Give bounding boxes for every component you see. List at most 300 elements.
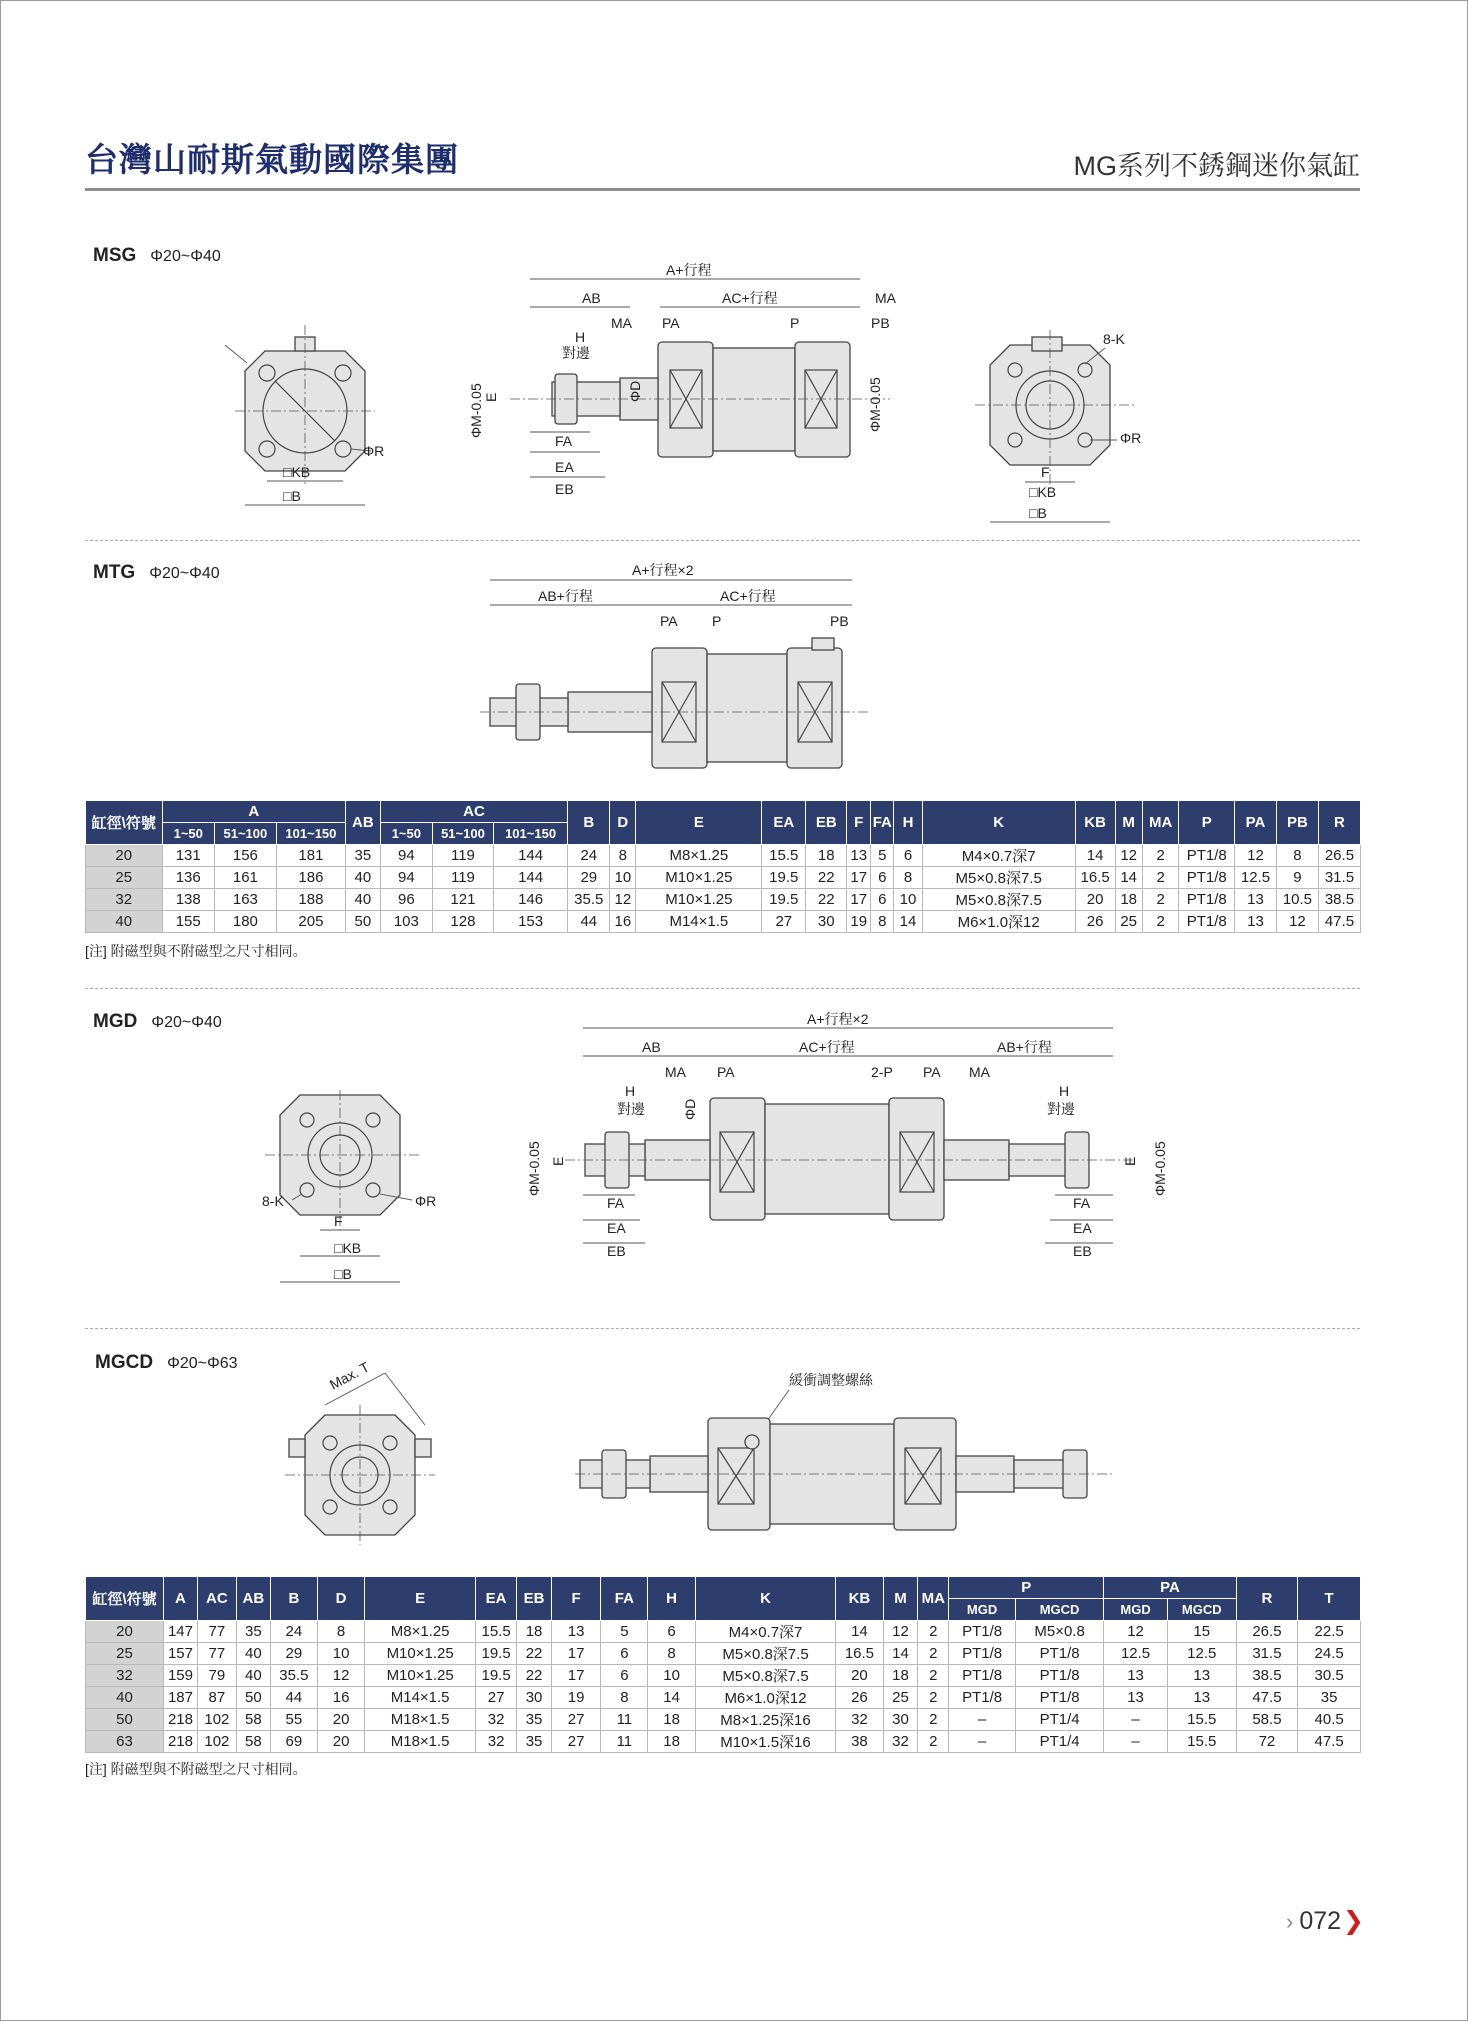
table-cell: M4×0.7深7 xyxy=(922,845,1075,867)
table-cell: M6×1.0深12 xyxy=(695,1687,836,1709)
table-cell: 12 xyxy=(1235,845,1277,867)
table-cell: 10.5 xyxy=(1276,889,1318,911)
table-cell: 77 xyxy=(197,1643,236,1665)
label-ma: MA xyxy=(665,1064,686,1080)
table-cell: 35 xyxy=(1298,1687,1361,1709)
table-cell: M14×1.5 xyxy=(365,1687,476,1709)
table-cell: 131 xyxy=(162,845,214,867)
model-name: MTG xyxy=(93,562,136,583)
msg-side-view xyxy=(470,262,910,502)
label-max-t: Max. T xyxy=(326,1358,372,1393)
table-cell: 40 xyxy=(86,911,163,933)
header-kb: KB xyxy=(1075,801,1115,845)
table-cell: 58 xyxy=(236,1731,270,1753)
table-cell: – xyxy=(1104,1731,1168,1753)
header-a: A xyxy=(162,801,346,823)
label-2p: 2-P xyxy=(871,1064,893,1080)
table-cell: 55 xyxy=(270,1709,317,1731)
header-k: K xyxy=(922,801,1075,845)
table-cell: 32 xyxy=(883,1731,918,1753)
label-phi-m-2: ΦM-0.05 xyxy=(1152,1141,1168,1196)
table-cell: 18 xyxy=(517,1621,552,1643)
table-cell: M5×0.8深7.5 xyxy=(695,1643,836,1665)
label-8k: 8-K xyxy=(1103,331,1125,347)
table-cell: 35 xyxy=(346,845,381,867)
table-cell: 2 xyxy=(918,1687,949,1709)
header-d: D xyxy=(317,1577,364,1621)
msg-front-view xyxy=(225,325,395,515)
table-cell: 6 xyxy=(894,845,922,867)
table-cell: M18×1.5 xyxy=(365,1731,476,1753)
table-cell: 20 xyxy=(836,1665,883,1687)
table-cell: 18 xyxy=(648,1731,695,1753)
label-pb: PB xyxy=(871,315,890,331)
label-ea: EA xyxy=(555,459,574,475)
table-cell: 79 xyxy=(197,1665,236,1687)
header-k: K xyxy=(695,1577,836,1621)
table-cell: 10 xyxy=(610,867,636,889)
header-fa: FA xyxy=(601,1577,648,1621)
label-ea-2: EA xyxy=(1073,1220,1092,1236)
table-cell: 44 xyxy=(270,1687,317,1709)
table-cell: 8 xyxy=(1276,845,1318,867)
table-cell: 35.5 xyxy=(568,889,610,911)
header-bore: 缸徑\符號 xyxy=(86,1577,164,1621)
table-cell: PT1/4 xyxy=(1015,1731,1103,1753)
table-cell: 26.5 xyxy=(1318,845,1360,867)
table-cell: PT1/8 xyxy=(1179,845,1235,867)
table-cell: 14 xyxy=(883,1643,918,1665)
table-cell: PT1/8 xyxy=(1179,867,1235,889)
table-row xyxy=(86,1687,1361,1709)
table-cell: 159 xyxy=(164,1665,198,1687)
table-cell: 32 xyxy=(86,1665,164,1687)
table-cell: 103 xyxy=(380,911,432,933)
table-cell: 27 xyxy=(552,1731,601,1753)
table-cell: M5×0.8深7.5 xyxy=(695,1665,836,1687)
label-ma: MA xyxy=(875,290,896,306)
label-phi-m-right: ΦM-0.05 xyxy=(867,377,883,432)
table-cell: 22 xyxy=(517,1665,552,1687)
table-cell: 25 xyxy=(86,1643,164,1665)
table-cell: 119 xyxy=(433,867,494,889)
table-cell: 218 xyxy=(164,1731,198,1753)
section-divider xyxy=(85,1328,1360,1329)
table-cell: M8×1.25 xyxy=(636,845,762,867)
table-cell: 6 xyxy=(601,1665,648,1687)
table-cell: 40 xyxy=(236,1643,270,1665)
table-cell: 2 xyxy=(1142,867,1179,889)
table-cell: M10×1.5深16 xyxy=(695,1731,836,1753)
header-ma: MA xyxy=(1142,801,1179,845)
table-cell: 102 xyxy=(197,1731,236,1753)
table-row xyxy=(86,867,1361,889)
header-b: B xyxy=(270,1577,317,1621)
spec-table-2 xyxy=(85,1576,1361,1753)
table-cell: M5×0.8深7.5 xyxy=(922,867,1075,889)
header-pa: PA xyxy=(1104,1577,1236,1599)
header-bore: 缸徑\符號 xyxy=(86,801,163,845)
msg-rear-view xyxy=(975,330,1165,530)
table-cell: 19 xyxy=(552,1687,601,1709)
section-label-msg xyxy=(93,245,221,267)
header-ab: AB xyxy=(346,801,381,845)
table-cell: 14 xyxy=(836,1621,883,1643)
label-pa: PA xyxy=(662,315,680,331)
table-cell: 18 xyxy=(806,845,847,867)
table-row xyxy=(86,1621,1361,1643)
table-cell: 13 xyxy=(847,845,871,867)
header-ma: MA xyxy=(918,1577,949,1621)
table-cell: 2 xyxy=(918,1731,949,1753)
table-cell: 5 xyxy=(871,845,894,867)
table-cell: 96 xyxy=(380,889,432,911)
table-cell: PT1/8 xyxy=(949,1665,1016,1687)
header-f: F xyxy=(552,1577,601,1621)
bore-range: Φ20~Φ40 xyxy=(150,248,221,265)
table-cell: 13 xyxy=(1104,1687,1168,1709)
table-cell: 26 xyxy=(1075,911,1115,933)
table-cell: 18 xyxy=(1115,889,1142,911)
table-cell: 50 xyxy=(346,911,381,933)
label-phi-m: ΦM-0.05 xyxy=(468,383,484,438)
header-b: B xyxy=(568,801,610,845)
table-cell: 181 xyxy=(276,845,345,867)
table-cell: 13 xyxy=(1235,889,1277,911)
table-cell: 30 xyxy=(517,1687,552,1709)
label-eb: EB xyxy=(555,481,574,497)
table-cell: 25 xyxy=(1115,911,1142,933)
table-cell: 186 xyxy=(276,867,345,889)
label-ea: EA xyxy=(607,1220,626,1236)
table-cell: 155 xyxy=(162,911,214,933)
table-cell: 119 xyxy=(433,845,494,867)
table-cell: 17 xyxy=(552,1665,601,1687)
table-row xyxy=(86,1731,1361,1753)
header-p: P xyxy=(1179,801,1235,845)
table-cell: 2 xyxy=(918,1709,949,1731)
table-cell: 32 xyxy=(86,889,163,911)
table-cell: 17 xyxy=(847,867,871,889)
spec-table-2-body xyxy=(86,1621,1361,1753)
mgd-front-view xyxy=(260,1090,450,1290)
table-cell: 10 xyxy=(894,889,922,911)
table-cell: PT1/8 xyxy=(949,1643,1016,1665)
header-ea: EA xyxy=(476,1577,517,1621)
label-p: P xyxy=(790,315,800,331)
label-phi-r: ΦR xyxy=(363,443,385,459)
header-p: P xyxy=(949,1577,1104,1599)
table-cell: 38.5 xyxy=(1318,889,1360,911)
table-cell: 11 xyxy=(601,1731,648,1753)
table-cell: 12 xyxy=(610,889,636,911)
table-cell: M8×1.25深16 xyxy=(695,1709,836,1731)
table-cell: 94 xyxy=(380,867,432,889)
table-cell: 17 xyxy=(847,889,871,911)
table-cell: 14 xyxy=(648,1687,695,1709)
table-cell: 27 xyxy=(552,1709,601,1731)
table-cell: 24 xyxy=(270,1621,317,1643)
table-cell: 147 xyxy=(164,1621,198,1643)
spec-table-1 xyxy=(85,800,1361,933)
table-cell: 6 xyxy=(601,1643,648,1665)
table-cell: 12 xyxy=(1104,1621,1168,1643)
table-cell: 2 xyxy=(918,1665,949,1687)
table-cell: 13 xyxy=(1167,1665,1236,1687)
label-a-stroke2: A+行程×2 xyxy=(632,562,694,578)
header-m: M xyxy=(883,1577,918,1621)
table-cell: 40 xyxy=(346,867,381,889)
header-r: R xyxy=(1318,801,1360,845)
section-divider xyxy=(85,540,1360,541)
table-cell: 13 xyxy=(1104,1665,1168,1687)
subheader-a-101-150: 101~150 xyxy=(276,823,345,845)
table-cell: 77 xyxy=(197,1621,236,1643)
subheader-ac-51-100: 51~100 xyxy=(433,823,494,845)
table-cell: PT1/4 xyxy=(1015,1709,1103,1731)
table-cell: 2 xyxy=(1142,889,1179,911)
table-cell: 2 xyxy=(1142,845,1179,867)
table-cell: 144 xyxy=(493,867,567,889)
table-cell: 20 xyxy=(1075,889,1115,911)
table-cell: 31.5 xyxy=(1236,1643,1298,1665)
table-note: [注] 附磁型與不附磁型之尺寸相同。 xyxy=(85,1761,307,1777)
table-cell: 13 xyxy=(1235,911,1277,933)
bore-range: Φ20~Φ40 xyxy=(151,1014,222,1031)
subheader-ac-1-50: 1~50 xyxy=(380,823,432,845)
series-title: MG系列不銹鋼迷你氣缸 xyxy=(1073,151,1360,181)
label-8k: 8-K xyxy=(262,1193,284,1209)
subheader-pa-mgcd: MGCD xyxy=(1167,1599,1236,1621)
table-row xyxy=(86,845,1361,867)
table-cell: 5 xyxy=(601,1621,648,1643)
table-cell: M5×0.8深7.5 xyxy=(922,889,1075,911)
table-cell: PT1/8 xyxy=(949,1687,1016,1709)
table-cell: 6 xyxy=(871,867,894,889)
mgcd-side-view xyxy=(575,1370,1135,1540)
table-cell: 94 xyxy=(380,845,432,867)
model-name: MGD xyxy=(93,1011,138,1032)
label-phi-d: ΦD xyxy=(627,380,643,402)
table-cell: 24.5 xyxy=(1298,1643,1361,1665)
table-cell: 40 xyxy=(346,889,381,911)
table-cell: 69 xyxy=(270,1731,317,1753)
label-h: H xyxy=(625,1083,636,1099)
label-phi-d: ΦD xyxy=(682,1098,698,1120)
label-eb: EB xyxy=(607,1243,626,1259)
table-cell: 2 xyxy=(918,1621,949,1643)
table-cell: 12.5 xyxy=(1167,1643,1236,1665)
header-fa: FA xyxy=(871,801,894,845)
table-cell: 144 xyxy=(493,845,567,867)
table-cell: – xyxy=(949,1709,1016,1731)
table-cell: 47.5 xyxy=(1298,1731,1361,1753)
table-cell: 58 xyxy=(236,1709,270,1731)
table-cell: 157 xyxy=(164,1643,198,1665)
label-f: F xyxy=(1041,464,1050,480)
table-cell: 27 xyxy=(762,911,806,933)
table-cell: 128 xyxy=(433,911,494,933)
table-cell: 102 xyxy=(197,1709,236,1731)
table-cell: 153 xyxy=(493,911,567,933)
table-cell: PT1/8 xyxy=(949,1621,1016,1643)
header-e: E xyxy=(636,801,762,845)
table-cell: 14 xyxy=(1115,867,1142,889)
header-e: E xyxy=(365,1577,476,1621)
table-cell: 35 xyxy=(517,1709,552,1731)
label-phi-r: ΦR xyxy=(1120,430,1142,446)
table-cell: 26.5 xyxy=(1236,1621,1298,1643)
table-cell: 30.5 xyxy=(1298,1665,1361,1687)
table-cell: 50 xyxy=(86,1709,164,1731)
table-cell: 156 xyxy=(214,845,276,867)
label-a-stroke: A+行程 xyxy=(666,262,712,278)
table-cell: 8 xyxy=(894,867,922,889)
table-cell: 15 xyxy=(1167,1621,1236,1643)
label-eb-2: EB xyxy=(1073,1243,1092,1259)
arrow-right-icon: ❯ xyxy=(1343,1907,1364,1935)
table-cell: 44 xyxy=(568,911,610,933)
table-cell: 12 xyxy=(1276,911,1318,933)
table-cell: 27 xyxy=(476,1687,517,1709)
label-kb: □KB xyxy=(1029,484,1057,500)
table-cell: 187 xyxy=(164,1687,198,1709)
label-phi-m: ΦM-0.05 xyxy=(526,1141,542,1196)
table-cell: 12 xyxy=(317,1665,364,1687)
header-m: M xyxy=(1115,801,1142,845)
table-cell: – xyxy=(1104,1709,1168,1731)
table-cell: 121 xyxy=(433,889,494,911)
table-cell: 22.5 xyxy=(1298,1621,1361,1643)
page-number xyxy=(1286,1906,1364,1936)
table-cell: PT1/8 xyxy=(1179,911,1235,933)
table-cell: 22 xyxy=(806,889,847,911)
table-cell: 22 xyxy=(806,867,847,889)
table-cell: 35 xyxy=(236,1621,270,1643)
header-t: T xyxy=(1298,1577,1361,1621)
table-cell: 12 xyxy=(1115,845,1142,867)
table-cell: 29 xyxy=(568,867,610,889)
table-note: [注] 附磁型與不附磁型之尺寸相同。 xyxy=(85,943,307,959)
table-row xyxy=(86,1709,1361,1731)
table-cell: 30 xyxy=(883,1709,918,1731)
table-cell: 8 xyxy=(610,845,636,867)
subheader-a-1-50: 1~50 xyxy=(162,823,214,845)
table-cell: 13 xyxy=(1167,1687,1236,1709)
table-cell: 32 xyxy=(476,1731,517,1753)
header-kb: KB xyxy=(836,1577,883,1621)
header-r: R xyxy=(1236,1577,1298,1621)
table-cell: 40 xyxy=(86,1687,164,1709)
header-eb: EB xyxy=(806,801,847,845)
table-cell: 8 xyxy=(648,1643,695,1665)
table-cell: M18×1.5 xyxy=(365,1709,476,1731)
table-cell: M10×1.25 xyxy=(365,1665,476,1687)
table-cell: 19.5 xyxy=(762,867,806,889)
label-cushion-screw: 緩衝調整螺絲 xyxy=(789,1372,873,1388)
table-cell: 20 xyxy=(86,1621,164,1643)
page-number-text: 072 xyxy=(1299,1907,1342,1935)
label-ab-stroke: AB+行程 xyxy=(997,1039,1052,1055)
label-ma-2: MA xyxy=(969,1064,990,1080)
header-pa: PA xyxy=(1235,801,1277,845)
label-ac-stroke: AC+行程 xyxy=(799,1039,855,1055)
table-cell: 72 xyxy=(1236,1731,1298,1753)
table-row xyxy=(86,1643,1361,1665)
table-cell: 19.5 xyxy=(762,889,806,911)
table-row xyxy=(86,1665,1361,1687)
table-cell: 18 xyxy=(883,1665,918,1687)
table-cell: 12.5 xyxy=(1235,867,1277,889)
table-cell: 47.5 xyxy=(1236,1687,1298,1709)
table-cell: 138 xyxy=(162,889,214,911)
table-cell: M6×1.0深12 xyxy=(922,911,1075,933)
label-flats-2: 對邊 xyxy=(1047,1101,1075,1117)
table-cell: 14 xyxy=(894,911,922,933)
table-cell: 35.5 xyxy=(270,1665,317,1687)
label-b: □B xyxy=(334,1266,352,1282)
table-cell: M4×0.7深7 xyxy=(695,1621,836,1643)
table-cell: 40 xyxy=(236,1665,270,1687)
header-ab: AB xyxy=(236,1577,270,1621)
table-cell: 163 xyxy=(214,889,276,911)
table-row xyxy=(86,911,1361,933)
mgd-side-view xyxy=(525,1010,1185,1270)
model-name: MSG xyxy=(93,245,137,266)
table-cell: 218 xyxy=(164,1709,198,1731)
header-eb: EB xyxy=(517,1577,552,1621)
table-cell: 15.5 xyxy=(762,845,806,867)
table-cell: 19 xyxy=(847,911,871,933)
section-label-mgcd xyxy=(95,1352,238,1374)
header-d: D xyxy=(610,801,636,845)
table-cell: 205 xyxy=(276,911,345,933)
table-cell: 12 xyxy=(883,1621,918,1643)
subheader-ac-101-150: 101~150 xyxy=(493,823,567,845)
table-cell: 87 xyxy=(197,1687,236,1709)
subheader-a-51-100: 51~100 xyxy=(214,823,276,845)
spec-table-1-body xyxy=(86,845,1361,933)
label-fa: FA xyxy=(607,1195,625,1211)
table-cell: M10×1.25 xyxy=(636,867,762,889)
table-cell: 2 xyxy=(1142,911,1179,933)
label-ab-stroke: AB+行程 xyxy=(538,588,593,604)
mtg-side-view xyxy=(480,560,870,760)
table-cell: 13 xyxy=(552,1621,601,1643)
label-p: P xyxy=(712,613,722,629)
label-h: H xyxy=(575,329,586,345)
header-ac: AC xyxy=(380,801,568,823)
table-cell: 6 xyxy=(648,1621,695,1643)
table-cell: 35 xyxy=(517,1731,552,1753)
label-e-2: E xyxy=(1122,1156,1138,1166)
table-cell: 15.5 xyxy=(1167,1709,1236,1731)
bore-range: Φ20~Φ40 xyxy=(149,565,220,582)
header-ea: EA xyxy=(762,801,806,845)
table-cell: 15.5 xyxy=(1167,1731,1236,1753)
table-cell: 19.5 xyxy=(476,1643,517,1665)
table-cell: 17 xyxy=(552,1643,601,1665)
label-flats: 對邊 xyxy=(562,345,590,361)
label-flats: 對邊 xyxy=(617,1101,645,1117)
header-h: H xyxy=(894,801,922,845)
table-cell: 20 xyxy=(86,845,163,867)
table-cell: 26 xyxy=(836,1687,883,1709)
table-cell: 16.5 xyxy=(1075,867,1115,889)
table-row xyxy=(86,889,1361,911)
table-cell: 136 xyxy=(162,867,214,889)
label-ab: AB xyxy=(642,1039,661,1055)
